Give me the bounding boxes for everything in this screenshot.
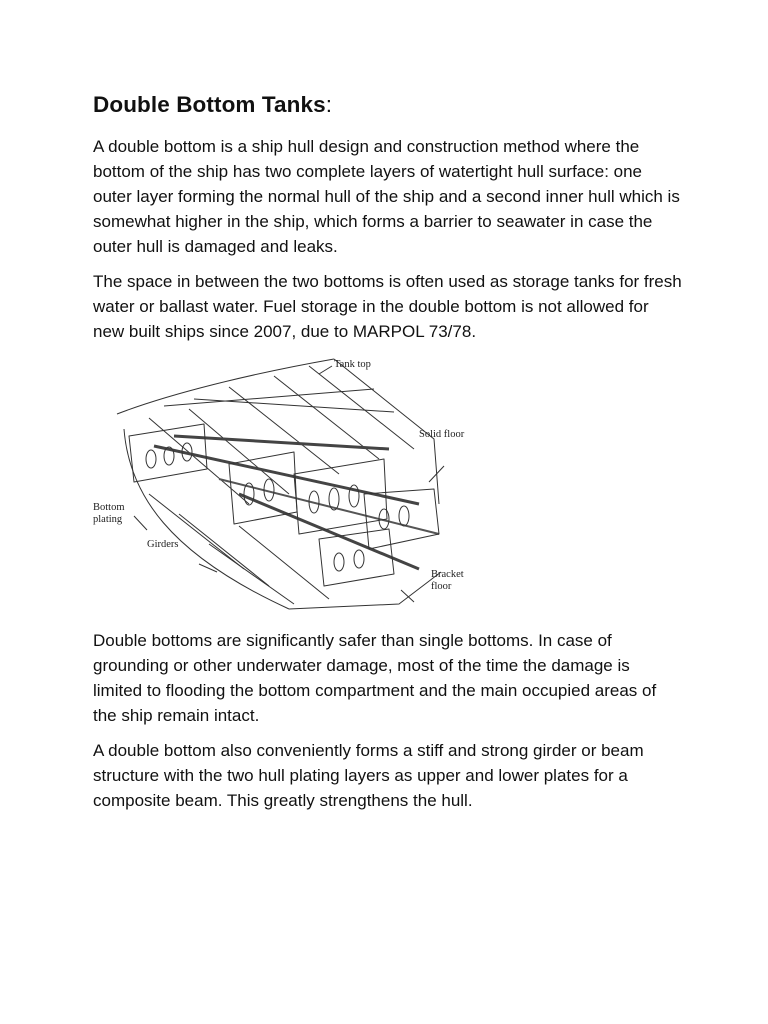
page-title [93, 88, 683, 122]
label-bracket-floor-line1: Bracket [431, 569, 464, 580]
label-solid-floor: Solid floor [419, 429, 465, 440]
paragraph-3: Double bottoms are significantly safer than single bottoms. In case of grounding or other underwater damage, most of the time the damage is limited to flooding the bottom compartment and the main occupied areas of the ship remain intact. [93, 631, 657, 725]
girder-2 [174, 436, 389, 449]
solid-floor-1 [129, 424, 207, 482]
label-bottom-plating-line2: plating [93, 514, 123, 525]
title-text: Double Bottom Tanks [93, 92, 326, 117]
bottom-edge-right [289, 572, 441, 609]
paragraph-2: The space in between the two bottoms is often used as storage tanks for fresh water or ballast water. Fuel storage in the double bottom is not allowed for new built ships since 2007, due to MARPOL 73/78. [93, 272, 682, 341]
double-bottom-diagram [89, 354, 489, 616]
bottom-plating-arrow [134, 516, 147, 530]
label-bracket-floor-line2: floor [431, 581, 452, 592]
double-bottom-drawing [89, 354, 489, 616]
title-colon: : [325, 92, 333, 117]
document-content [93, 88, 683, 823]
bracket-floor [319, 529, 394, 586]
paragraph-4: A double bottom also conveniently forms a stiff and strong girder or beam structure with the two hull plating layers as upper and lower plates for a composite beam. This greatly strengthens the hull. [93, 741, 644, 810]
bracket-floor-arrow [401, 590, 414, 602]
paragraph-1: A double bottom is a ship hull design and construction method where the bottom of the ship has two complete layers of watertight hull surface: one outer layer forming the normal hull of the ship and a second inner hull which is somewhat higher in the ship, which forms a barrier to seawater in case the outer hull is damaged and leaks. [93, 137, 680, 256]
tank-top-arrow [319, 366, 332, 374]
label-bottom-plating-line1: Bottom [93, 502, 125, 513]
label-girders: Girders [147, 539, 179, 550]
label-tank-top: Tank top [334, 359, 371, 370]
